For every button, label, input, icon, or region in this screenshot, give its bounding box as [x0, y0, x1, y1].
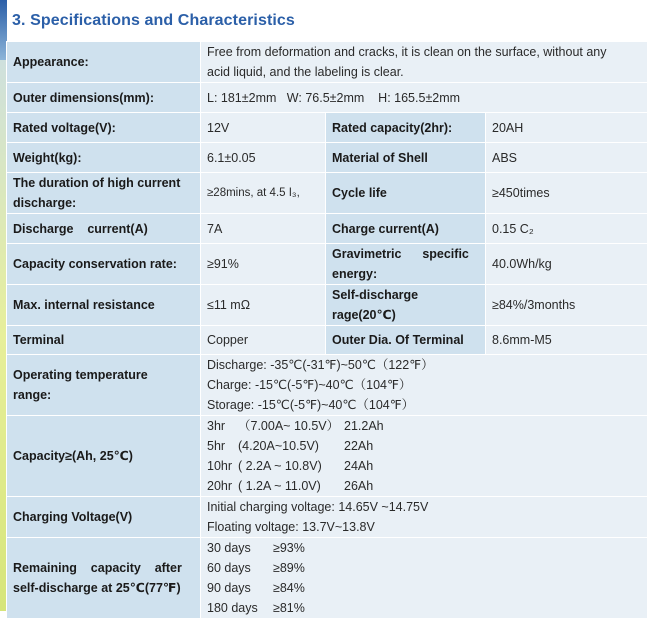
gravimetric-energy-label-line-1: Gravimetric specific	[332, 247, 469, 261]
capacity-amount: 22Ah	[344, 439, 374, 453]
capacity-conservation-label: Capacity conservation rate:	[7, 244, 201, 285]
row-weight	[7, 143, 648, 173]
capacity-current: （7.00A~ 10.5V）	[238, 419, 340, 433]
capacity-value	[201, 416, 648, 497]
rated-capacity-value: 20AH	[486, 113, 648, 143]
weight-label: Weight(kg):	[7, 143, 201, 173]
initial-charging-voltage: Initial charging voltage: 14.65V ~14.75V	[207, 500, 429, 514]
capacity-rate: 3hr	[207, 419, 226, 433]
appearance-label: Appearance:	[7, 42, 201, 83]
material-of-shell-value: ABS	[486, 143, 648, 173]
terminal-label: Terminal	[7, 326, 201, 355]
terminal-value: Copper	[201, 326, 326, 355]
remaining-percent: ≥93%	[273, 541, 305, 555]
section-title: 3. Specifications and Characteristics	[12, 12, 295, 29]
self-discharge-rage-label-line-1: Self-discharge	[332, 288, 419, 302]
capacity-amount: 26Ah	[344, 479, 374, 493]
specifications-table	[6, 41, 648, 619]
row-outer-dimensions	[7, 83, 648, 113]
row-capacity-conservation	[7, 244, 648, 285]
operating-temperature-value	[201, 355, 648, 416]
capacity-current: (4.20A~10.5V)	[238, 439, 319, 453]
material-of-shell-label: Material of Shell	[326, 143, 486, 173]
operating-temperature-storage: Storage: -15℃(-5℉)~40℃（104℉）	[207, 398, 415, 412]
remaining-row-90-days	[207, 578, 641, 598]
internal-resistance-label: Max. internal resistance	[7, 285, 201, 326]
charge-current-value: 0.15 C₂	[486, 214, 648, 244]
floating-voltage: Floating voltage: 13.7V~13.8V	[207, 520, 375, 534]
appearance-line-1: Free from deformation and cracks, it is clean on the surface, without any	[207, 45, 607, 59]
appearance-value	[201, 42, 648, 83]
high-current-duration-label	[7, 173, 201, 214]
row-charging-voltage	[7, 497, 648, 538]
capacity-amount: 24Ah	[344, 459, 374, 473]
remaining-capacity-label	[7, 538, 201, 619]
row-terminal	[7, 326, 648, 355]
operating-temperature-label-line-2: range:	[13, 388, 52, 402]
row-operating-temperature	[7, 355, 648, 416]
row-high-current-discharge	[7, 173, 648, 214]
capacity-amount: 21.2Ah	[344, 419, 384, 433]
gravimetric-energy-label	[326, 244, 486, 285]
rated-capacity-label: Rated capacity(2hr):	[326, 113, 486, 143]
weight-value: 6.1±0.05	[201, 143, 326, 173]
capacity-rate: 20hr	[207, 479, 233, 493]
self-discharge-rage-label	[326, 285, 486, 326]
operating-temperature-charge: Charge: -15℃(-5℉)~40℃（104℉）	[207, 378, 412, 392]
high-current-duration-label-line-1: The duration of high current	[13, 176, 181, 190]
cycle-life-value: ≥450times	[486, 173, 648, 214]
remaining-row-60-days	[207, 558, 641, 578]
remaining-days: 90 days	[207, 581, 251, 595]
discharge-current-value: 7A	[201, 214, 326, 244]
rated-voltage-label: Rated voltage(V):	[7, 113, 201, 143]
high-current-duration-value: ≥28mins, at 4.5 I₃,	[201, 173, 326, 214]
self-discharge-rage-value: ≥84%/3months	[486, 285, 648, 326]
remaining-capacity-value	[201, 538, 648, 619]
remaining-capacity-label-line-1: Remaining capacity after	[13, 561, 182, 575]
charging-voltage-label: Charging Voltage(V)	[7, 497, 201, 538]
remaining-days: 180 days	[207, 601, 258, 615]
remaining-row-30-days	[207, 538, 641, 558]
remaining-percent: ≥89%	[273, 561, 305, 575]
outer-dimensions-label: Outer dimensions(mm):	[7, 83, 201, 113]
remaining-days: 30 days	[207, 541, 251, 555]
self-discharge-rage-label-line-2: rage(20℃)	[332, 308, 396, 322]
capacity-row-3hr	[207, 416, 641, 436]
charge-current-label: Charge current(A)	[326, 214, 486, 244]
operating-temperature-discharge: Discharge: -35℃(-31℉)~50℃（122℉）	[207, 358, 434, 372]
capacity-row-5hr	[207, 436, 641, 456]
gravimetric-energy-label-line-2: energy:	[332, 267, 378, 281]
cycle-life-label: Cycle life	[326, 173, 486, 214]
capacity-rate: 5hr	[207, 439, 226, 453]
remaining-percent: ≥84%	[273, 581, 305, 595]
remaining-percent: ≥81%	[273, 601, 305, 615]
operating-temperature-label	[7, 355, 201, 416]
remaining-days: 60 days	[207, 561, 251, 575]
outer-dia-terminal-value: 8.6mm-M5	[486, 326, 648, 355]
row-capacity	[7, 416, 648, 497]
row-appearance	[7, 42, 648, 83]
capacity-row-10hr	[207, 456, 641, 476]
outer-dia-terminal-label: Outer Dia. Of Terminal	[326, 326, 486, 355]
capacity-conservation-value: ≥91%	[201, 244, 326, 285]
remaining-row-180-days	[207, 598, 641, 618]
gravimetric-energy-value: 40.0Wh/kg	[486, 244, 648, 285]
discharge-current-label: Discharge current(A)	[7, 214, 201, 244]
charging-voltage-value	[201, 497, 648, 538]
high-current-duration-label-line-2: discharge:	[13, 196, 77, 210]
row-discharge-current	[7, 214, 648, 244]
capacity-current: ( 2.2A ~ 10.8V)	[238, 459, 322, 473]
row-internal-resistance	[7, 285, 648, 326]
capacity-rate: 10hr	[207, 459, 233, 473]
capacity-label: Capacity≥(Ah, 25℃)	[7, 416, 201, 497]
capacity-current: ( 1.2A ~ 11.0V)	[238, 479, 321, 493]
row-rated-voltage	[7, 113, 648, 143]
row-remaining-capacity	[7, 538, 648, 619]
operating-temperature-label-line-1: Operating temperature	[13, 368, 148, 382]
appearance-line-2: acid liquid, and the labeling is clear.	[207, 65, 404, 79]
internal-resistance-value: ≤11 mΩ	[201, 285, 326, 326]
capacity-row-20hr	[207, 476, 641, 496]
outer-dimensions-value: L: 181±2mm W: 76.5±2mm H: 165.5±2mm	[201, 83, 648, 113]
rated-voltage-value: 12V	[201, 113, 326, 143]
remaining-capacity-label-line-2: self-discharge at 25℃(77℉)	[13, 581, 181, 595]
